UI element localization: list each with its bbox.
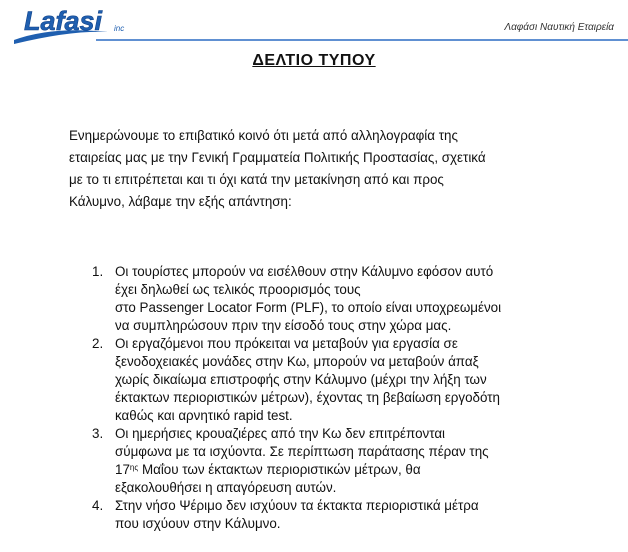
- list-item-line: Οι εργαζόμενοι που πρόκειται να μεταβούν για εργασία σε: [115, 336, 458, 351]
- logo-suffix: inc: [114, 24, 125, 33]
- list-item-line: στο Passenger Locator Form (PLF), το οποίο είναι υποχρεωμένοι: [115, 300, 502, 315]
- letterhead: [0, 0, 628, 56]
- list-item: [92, 425, 562, 497]
- list-item-line: καθώς και αρνητικό rapid test.: [115, 408, 293, 423]
- response-list: [92, 263, 562, 533]
- logo-wordmark: Lafasi: [24, 6, 103, 36]
- list-item-line: Στην νήσο Ψέριμο δεν ισχύουν τα έκτακτα περιοριστικά μέτρα: [115, 498, 479, 513]
- list-item-line-date: [115, 461, 562, 479]
- list-item-line: έχει δηλωθεί ως τελικός προορισμός τους: [115, 282, 361, 297]
- date-ordinal: ης: [129, 463, 139, 472]
- date-day: 17: [115, 462, 130, 477]
- list-item: [92, 335, 562, 425]
- intro-paragraph: [69, 125, 559, 213]
- list-item-number: 3.: [92, 426, 104, 441]
- intro-line: εταιρείας μας με την Γενική Γραμματεία Πολιτικής Προστασίας, σχετικά: [69, 150, 486, 165]
- list-item-number: 4.: [92, 498, 104, 513]
- list-item-line: χωρίς δικαίωμα επιστροφής στην Κάλυμνο (μέχρι την λήξη των: [115, 372, 487, 387]
- list-item-line: που ισχύουν στην Κάλυμνο.: [115, 516, 281, 531]
- list-item-number: 1.: [92, 264, 104, 279]
- document-title: ΔΕΛΤΙΟ ΤΥΠΟΥ: [252, 52, 376, 69]
- list-item-line: να συμπληρώσουν πριν την είσοδό τους στην χώρα μας.: [115, 318, 452, 333]
- list-item: [92, 263, 562, 335]
- company-name: Λαφάσι Ναυτική Εταιρεία: [504, 22, 614, 33]
- date-rest: Μαΐου των έκτακτων περιοριστικών μέτρων, θα: [138, 462, 421, 477]
- list-item-line: Οι τουρίστες μπορούν να εισέλθουν στην Κάλυμνο εφόσον αυτό: [115, 264, 494, 279]
- list-item-line: εξακολουθήσει η απαγόρευση αυτών.: [115, 480, 337, 495]
- intro-line: με το τι επιτρέπεται και τι όχι κατά την μετακίνηση από και προς: [69, 172, 444, 187]
- list-item: [92, 497, 562, 533]
- intro-line: Κάλυμνο, λάβαμε την εξής απάντηση:: [69, 194, 292, 209]
- list-item-line: σύμφωνα με τα ισχύοντα. Σε περίπτωση παράτασης πέραν της: [115, 444, 489, 459]
- list-item-line: Οι ημερήσιες κρουαζιέρες από την Κω δεν επιτρέπονται: [115, 426, 446, 441]
- header-rule: [0, 38, 628, 42]
- intro-line: Ενημερώνουμε το επιβατικό κοινό ότι μετά από αλληλογραφία της: [69, 128, 458, 143]
- list-item-number: 2.: [92, 336, 104, 351]
- list-item-line: έκτακτων περιοριστικών μέτρων), έχοντας τη βεβαίωση εργοδότη: [115, 390, 500, 405]
- list-item-line: ξενοδοχειακές μονάδες στην Κω, μπορούν να μεταβούν άπαξ: [115, 354, 479, 369]
